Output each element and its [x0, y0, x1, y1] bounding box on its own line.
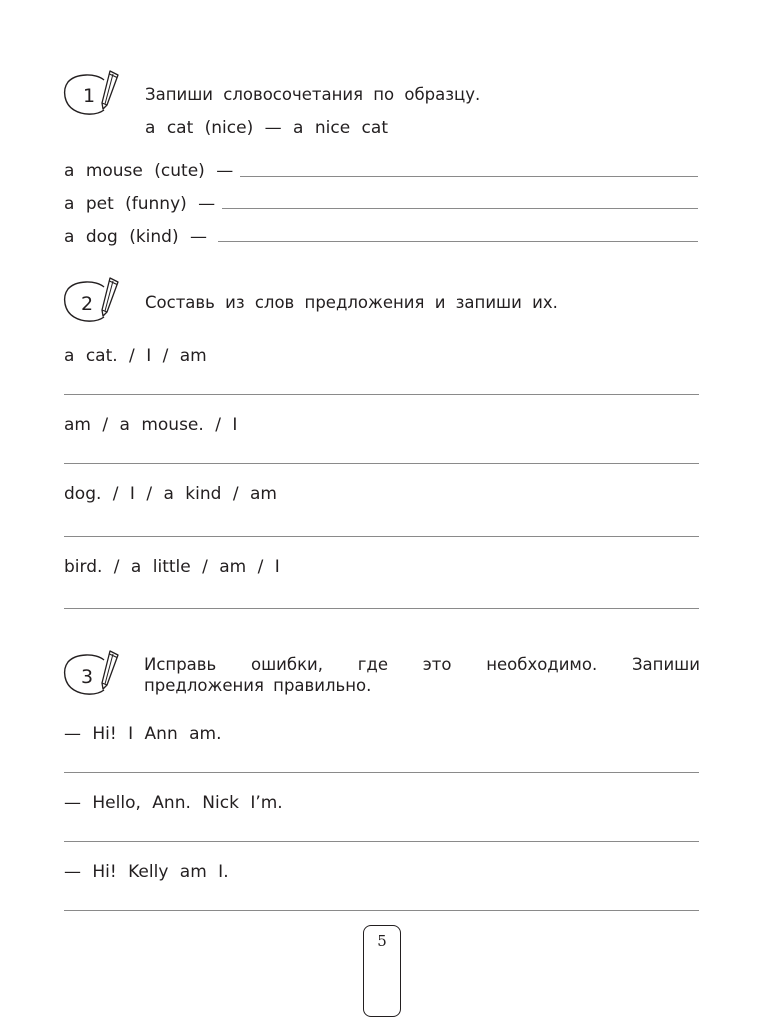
exercise-2-badge: [62, 275, 122, 323]
answer-line[interactable]: [240, 176, 698, 177]
exercise-3-instruction: Исправь ошибки, где это необходимо. Запиши предложения правильно.: [144, 655, 700, 695]
exercise-2-instruction: Составь из слов предложения и запиши их.: [145, 293, 558, 312]
exercise-1-item-2: a pet (funny) —: [64, 194, 216, 214]
exercise-2-item-3: dog. / I / a kind / am: [64, 484, 277, 504]
answer-line[interactable]: [64, 910, 699, 911]
answer-line[interactable]: [64, 841, 699, 842]
answer-line[interactable]: [64, 394, 699, 395]
exercise-3-item-3: — Hi! Kelly am I.: [64, 862, 229, 882]
answer-line[interactable]: [222, 208, 698, 209]
exercise-2-item-1: a cat. / I / am: [64, 346, 207, 366]
answer-line[interactable]: [64, 463, 699, 464]
exercise-1-badge: [62, 68, 122, 116]
answer-line[interactable]: [64, 608, 699, 609]
exercise-3-number: 3: [81, 666, 94, 688]
answer-line[interactable]: [64, 772, 699, 773]
exercise-1-item-3: a dog (kind) —: [64, 227, 208, 247]
exercise-2-item-2: am / a mouse. / I: [64, 415, 238, 435]
exercise-3-item-2: — Hello, Ann. Nick I’m.: [64, 793, 283, 813]
answer-line[interactable]: [64, 536, 699, 537]
answer-line[interactable]: [218, 241, 698, 242]
exercise-3-item-1: — Hi! I Ann am.: [64, 724, 222, 744]
page-number: 5: [377, 932, 387, 950]
exercise-3-badge: [62, 648, 122, 696]
exercise-1-example: a cat (nice) — a nice cat: [145, 118, 388, 138]
exercise-2-item-4: bird. / a little / am / I: [64, 557, 280, 577]
exercise-1-instruction: Запиши словосочетания по образцу.: [145, 85, 481, 104]
page-number-tab: [363, 925, 401, 1017]
exercise-1-item-1: a mouse (cute) —: [64, 161, 234, 181]
exercise-1-number: 1: [83, 85, 96, 107]
exercise-2-number: 2: [81, 293, 94, 315]
